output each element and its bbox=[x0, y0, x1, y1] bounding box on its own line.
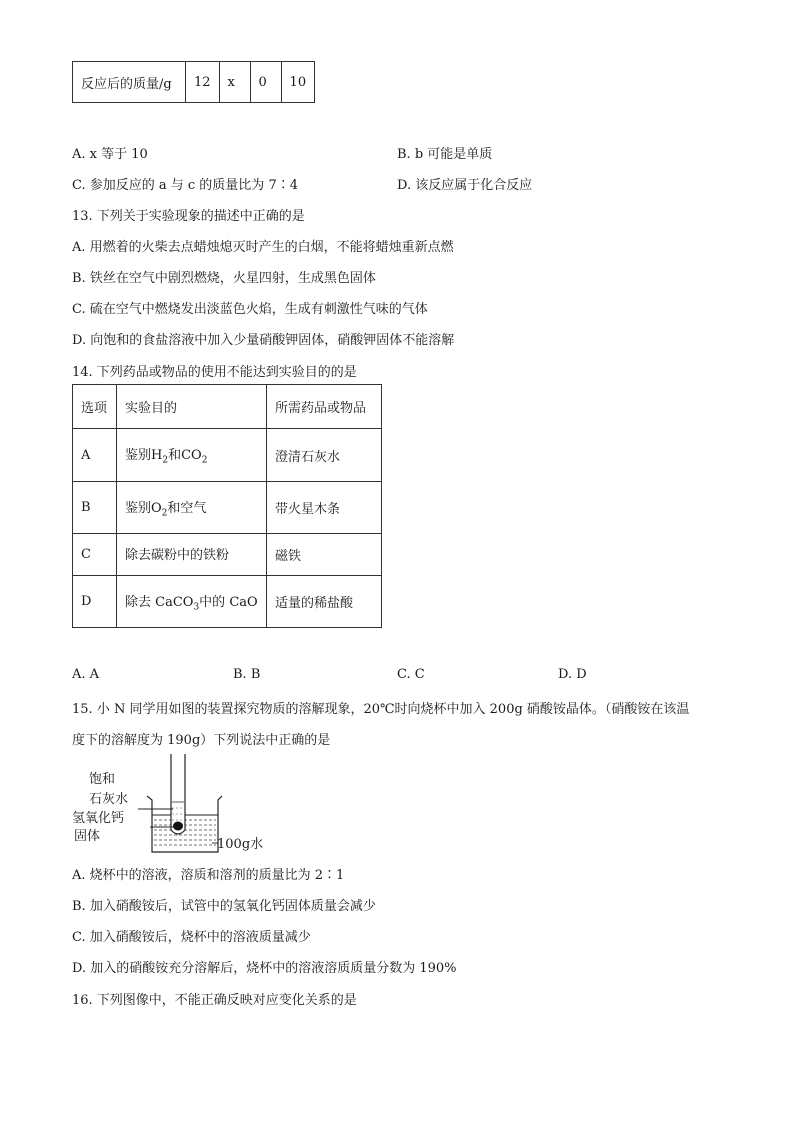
q14-option-c[interactable]: C. C bbox=[397, 667, 425, 682]
row-item: 适量的稀盐酸 bbox=[267, 576, 382, 628]
q13-option-b[interactable]: B. 铁丝在空气中剧烈燃烧，火星四射，生成黑色固体 bbox=[72, 271, 376, 286]
row-purpose: 鉴别$H_2$和$CO_2$ bbox=[117, 429, 267, 482]
q12-option-c[interactable]: C. 参加反应的 a 与 c 的质量比为 7∶4 bbox=[72, 178, 298, 193]
q15-option-d[interactable]: D. 加入的硝酸铵充分溶解后，烧杯中的溶液溶质质量分数为 190% bbox=[72, 961, 457, 976]
q13-option-a[interactable]: A. 用燃着的火柴去点蜡烛熄灭时产生的白烟，不能将蜡烛重新点燃 bbox=[72, 240, 454, 255]
row-item: 澄清石灰水 bbox=[267, 429, 382, 482]
q15-option-c[interactable]: C. 加入硝酸铵后，烧杯中的溶液质量减少 bbox=[72, 930, 311, 945]
table-row bbox=[73, 62, 315, 103]
row-option: B bbox=[73, 482, 117, 534]
header-option: 选项 bbox=[73, 385, 117, 429]
q15-stem-line2: 度下的溶解度为 190g）下列说法中正确的是 bbox=[72, 733, 331, 748]
row-purpose: 鉴别$O_2$和空气 bbox=[117, 482, 267, 534]
table-cell: 10 bbox=[281, 62, 315, 103]
row-option: D bbox=[73, 576, 117, 628]
q14-option-a[interactable]: A. A bbox=[72, 667, 100, 682]
table-row bbox=[73, 534, 382, 576]
label-saturated: 饱和 bbox=[89, 772, 116, 787]
q13-option-d[interactable]: D. 向饱和的食盐溶液中加入少量硝酸钾固体，硝酸钾固体不能溶解 bbox=[72, 333, 455, 348]
row-purpose: 除去 CaCO$_3$中的 CaO bbox=[117, 576, 267, 628]
row-item: 带火星木条 bbox=[267, 482, 382, 534]
label-limewater: 石灰水 bbox=[89, 792, 129, 807]
q13-stem: 13. 下列关于实验现象的描述中正确的是 bbox=[72, 209, 305, 224]
table-row bbox=[73, 576, 382, 628]
label-calcium-hydroxide: 氢氧化钙 bbox=[72, 811, 125, 826]
q15-option-a[interactable]: A. 烧杯中的溶液，溶质和溶剂的质量比为 2∶1 bbox=[72, 868, 345, 883]
row-option: A bbox=[73, 429, 117, 482]
row-option: C bbox=[73, 534, 117, 576]
row-purpose: 除去碳粉中的铁粉 bbox=[117, 534, 267, 576]
q15-stem-line1: 15. 小 N 同学用如图的装置探究物质的溶解现象，20℃时向烧杯中加入 200g 硝酸铵晶体。（硝酸铵在该温 bbox=[72, 702, 690, 717]
label-solid: 固体 bbox=[74, 829, 101, 844]
q14-option-b[interactable]: B. B bbox=[233, 667, 261, 682]
table-row bbox=[73, 482, 382, 534]
row-item: 磁铁 bbox=[267, 534, 382, 576]
q14-table bbox=[72, 384, 382, 628]
header-item: 所需药品或物品 bbox=[267, 385, 382, 429]
header-purpose: 实验目的 bbox=[117, 385, 267, 429]
solid-precipitate bbox=[173, 822, 183, 831]
beaker-figure bbox=[72, 752, 302, 860]
table-header-row bbox=[73, 385, 382, 429]
table-row bbox=[73, 429, 382, 482]
q12-option-d[interactable]: D. 该反应属于化合反应 bbox=[397, 178, 533, 193]
table-label: 反应后的质量/g bbox=[73, 62, 186, 103]
mass-table bbox=[72, 61, 315, 103]
label-water: 100g水 bbox=[217, 837, 264, 852]
q13-option-c[interactable]: C. 硫在空气中燃烧发出淡蓝色火焰，生成有刺激性气味的气体 bbox=[72, 302, 428, 317]
table-cell: 0 bbox=[250, 62, 281, 103]
q16-stem: 16. 下列图像中，不能正确反映对应变化关系的是 bbox=[72, 993, 357, 1008]
q15-option-b[interactable]: B. 加入硝酸铵后，试管中的氢氧化钙固体质量会减少 bbox=[72, 899, 376, 914]
q14-stem: 14. 下列药品或物品的使用不能达到实验目的的是 bbox=[72, 365, 357, 380]
table-cell: 12 bbox=[186, 62, 220, 103]
q12-option-a[interactable]: A. x 等于 10 bbox=[72, 147, 148, 162]
table-cell: x bbox=[219, 62, 250, 103]
q12-option-b[interactable]: B. b 可能是单质 bbox=[397, 147, 493, 162]
q14-option-d[interactable]: D. D bbox=[558, 667, 587, 682]
